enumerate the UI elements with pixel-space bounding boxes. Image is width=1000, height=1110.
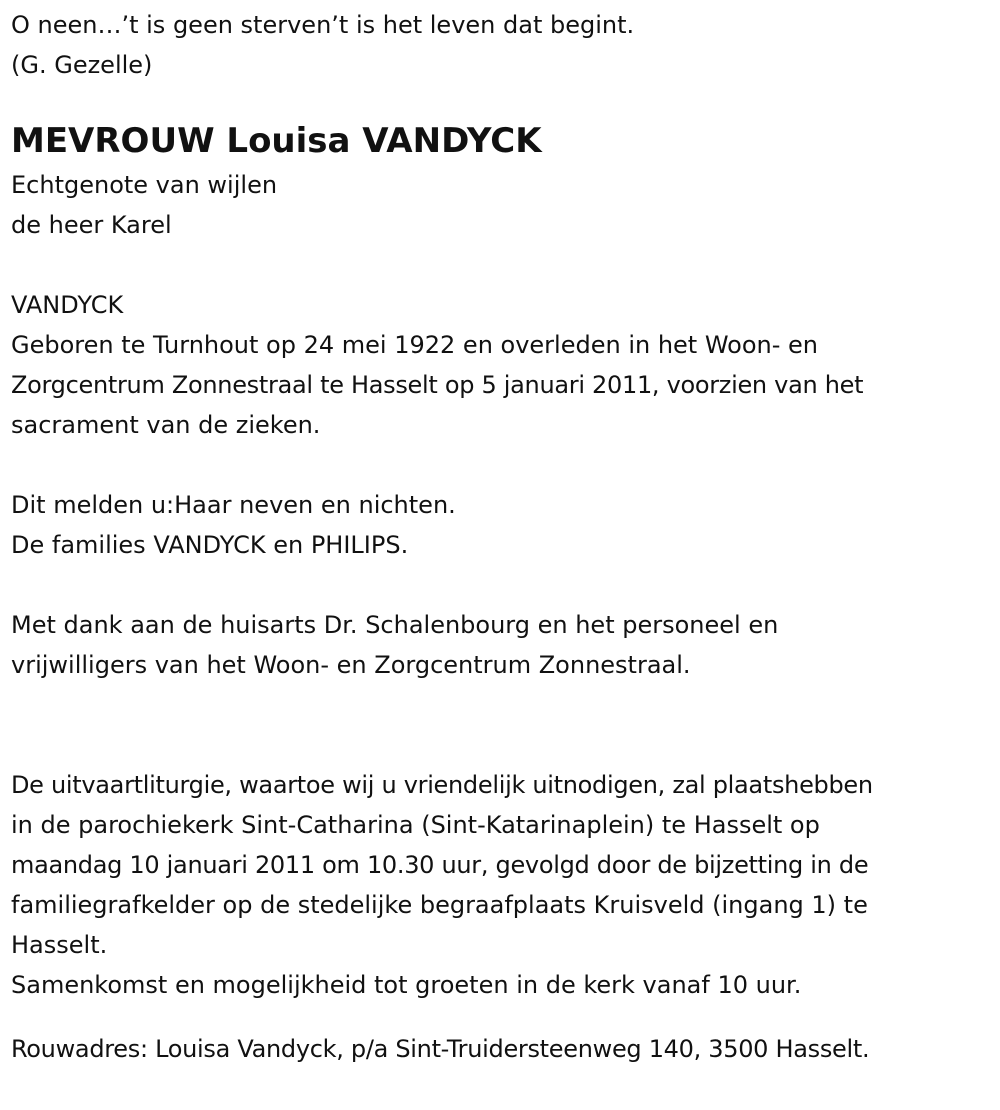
thanks-line-1: Met dank aan de huisarts Dr. Schalenbourg en het personeel en — [11, 611, 779, 639]
spacer — [11, 445, 996, 485]
thanks-line-2: vrijwilligers van het Woon- en Zorgcentrum Zonnestraal. — [11, 651, 691, 679]
quote-author: (G. Gezelle) — [11, 51, 153, 79]
biography-line-2: Zorgcentrum Zonnestraal te Hasselt op 5 januari 2011, voorzien van het — [11, 371, 864, 399]
death-notice — [11, 5, 996, 1069]
spacer — [11, 1005, 996, 1029]
spacer — [11, 565, 996, 605]
quote-text: O neen…’t is geen sterven’t is het leven dat begint. — [11, 11, 635, 39]
announcement-line-2: De families VANDYCK en PHILIPS. — [11, 531, 409, 559]
spacer — [11, 685, 996, 765]
funeral-line-4: familiegrafkelder op de stedelijke begraafplaats Kruisveld (ingang 1) te — [11, 891, 868, 919]
biography-line-1: Geboren te Turnhout op 24 mei 1922 en overleden in het Woon- en — [11, 331, 819, 359]
mourning-address: Rouwadres: Louisa Vandyck, p/a Sint-Truidersteenweg 140, 3500 Hasselt. — [11, 1035, 870, 1063]
funeral-line-1: De uitvaartliturgie, waartoe wij u vriendelijk uitnodigen, zal plaatshebben — [11, 771, 873, 799]
funeral-line-3: maandag 10 januari 2011 om 10.30 uur, gevolgd door de bijzetting in de — [11, 851, 869, 879]
funeral-line-6: Samenkomst en mogelijkheid tot groeten in de kerk vanaf 10 uur. — [11, 971, 802, 999]
funeral-line-2: in de parochiekerk Sint-Catharina (Sint-Katarinaplein) te Hasselt op — [11, 811, 820, 839]
spouse-line-1: Echtgenote van wijlen — [11, 171, 278, 199]
funeral-line-5: Hasselt. — [11, 931, 108, 959]
spouse-line-2: de heer Karel — [11, 211, 172, 239]
announcement-line-1: Dit melden u:Haar neven en nichten. — [11, 491, 456, 519]
spacer — [11, 245, 996, 285]
spouse-surname: VANDYCK — [11, 291, 124, 319]
biography-line-3: sacrament van de zieken. — [11, 411, 321, 439]
deceased-name: MEVROUW Louisa VANDYCK — [11, 121, 542, 161]
